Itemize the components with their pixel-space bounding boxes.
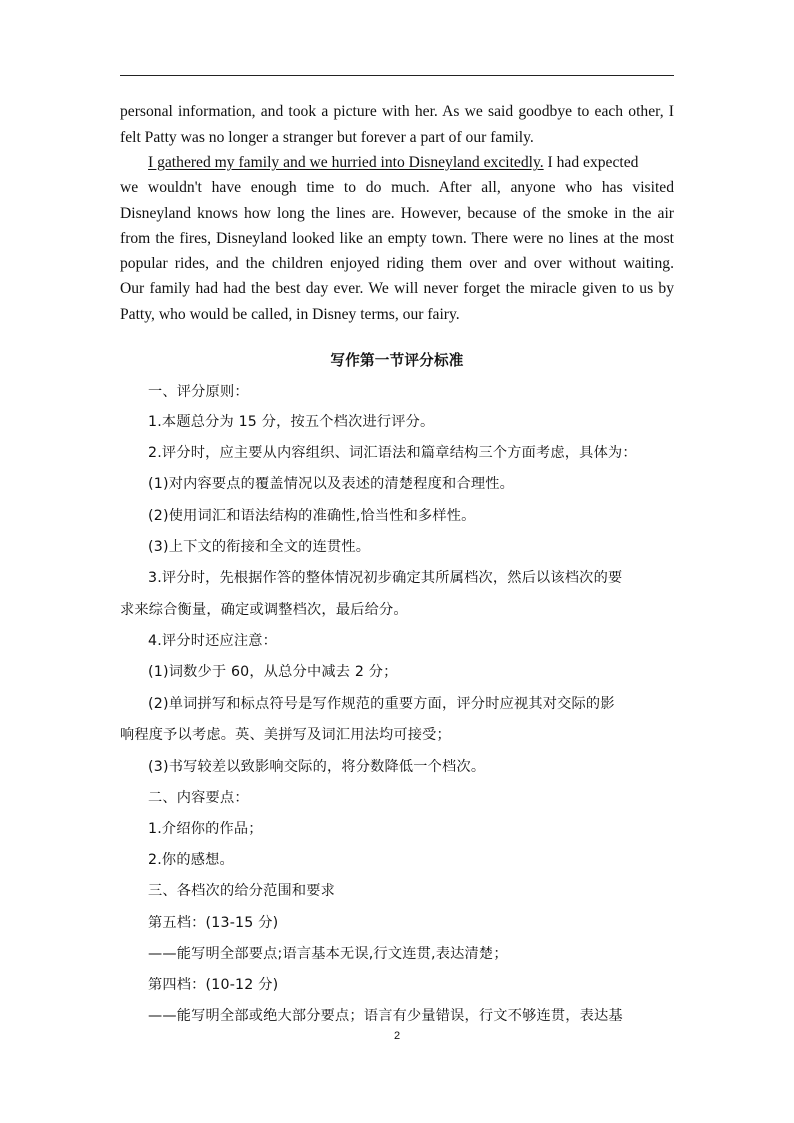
passage-line-1: personal information, and took a picture with her. As we said goodbye to each other, I	[120, 103, 674, 120]
criteria-line: 一、评分原则：	[148, 384, 249, 400]
header-rule	[120, 75, 674, 76]
passage-line-9: Patty, who would be called, in Disney terms, our fairy.	[120, 306, 460, 323]
criteria-line: 第四档：(10-12 分)	[148, 977, 279, 993]
passage-line-7: popular rides, and the children enjoyed riding them over and over without waiting.	[120, 255, 674, 272]
page-number: 2	[393, 1030, 401, 1042]
passage-line-2: felt Patty was no longer a stranger but forever a part of our family.	[120, 129, 534, 146]
criteria-line: 求来综合衡量，确定或调整档次，最后给分。	[120, 602, 408, 618]
criteria-line: 三、各档次的给分范围和要求	[148, 883, 336, 899]
passage-line-5: Disneyland knows how long the lines are. However, because of the smoke in the air	[120, 205, 674, 222]
criteria-line: (3)书写较差以致影响交际的，将分数降低一个档次。	[148, 759, 486, 775]
passage-line-3	[120, 150, 674, 176]
criteria-line: ——能写明全部要点;语言基本无误,行文连贯,表达清楚；	[148, 946, 508, 962]
criteria-line: ——能写明全部或绝大部分要点；语言有少量错误，行文不够连贯，表达基	[148, 1008, 623, 1024]
criteria-line: 2.评分时，应主要从内容组织、词汇语法和篇章结构三个方面考虑，具体为：	[148, 445, 637, 461]
criteria-line: (2)使用词汇和语法结构的准确性,恰当性和多样性。	[148, 508, 476, 524]
criteria-line: 2.你的感想。	[148, 852, 234, 868]
criteria-line: (1)对内容要点的覆盖情况以及表述的清楚程度和合理性。	[148, 476, 514, 492]
criteria-line: 4.评分时还应注意：	[148, 633, 278, 649]
passage-line-4: we wouldn't have enough time to do much. After all, anyone who has visited	[120, 179, 674, 196]
criteria-line: 二、内容要点：	[148, 790, 249, 806]
criteria-line: 1.介绍你的作品；	[148, 821, 263, 837]
passage-line-8: Our family had had the best day ever. We will never forget the miracle given to us by	[120, 280, 674, 297]
criteria-line: 第五档：(13-15 分)	[148, 915, 279, 931]
section-title: 写作第一节评分标准	[330, 352, 464, 369]
criteria-line: (1)词数少于 60，从总分中减去 2 分；	[148, 664, 398, 680]
criteria-line: (3)上下文的衔接和全文的连贯性。	[148, 539, 371, 555]
passage-line-6: from the fires, Disneyland looked like an empty town. There were no lines at the most	[120, 230, 674, 247]
criteria-line: 响程度予以考虑。英、美拼写及词汇用法均可接受；	[120, 727, 451, 743]
criteria-line: 3.评分时，先根据作答的整体情况初步确定其所属档次，然后以该档次的要	[148, 570, 623, 586]
criteria-line: (2)单词拼写和标点符号是写作规范的重要方面，评分时应视其对交际的影	[148, 696, 615, 712]
criteria-line: 1.本题总分为 15 分，按五个档次进行评分。	[148, 414, 435, 430]
underlined-sentence: I gathered my family and we hurried into Disneyland excitedly.	[148, 154, 544, 171]
passage-line-3-rest: I had expected	[543, 154, 639, 171]
